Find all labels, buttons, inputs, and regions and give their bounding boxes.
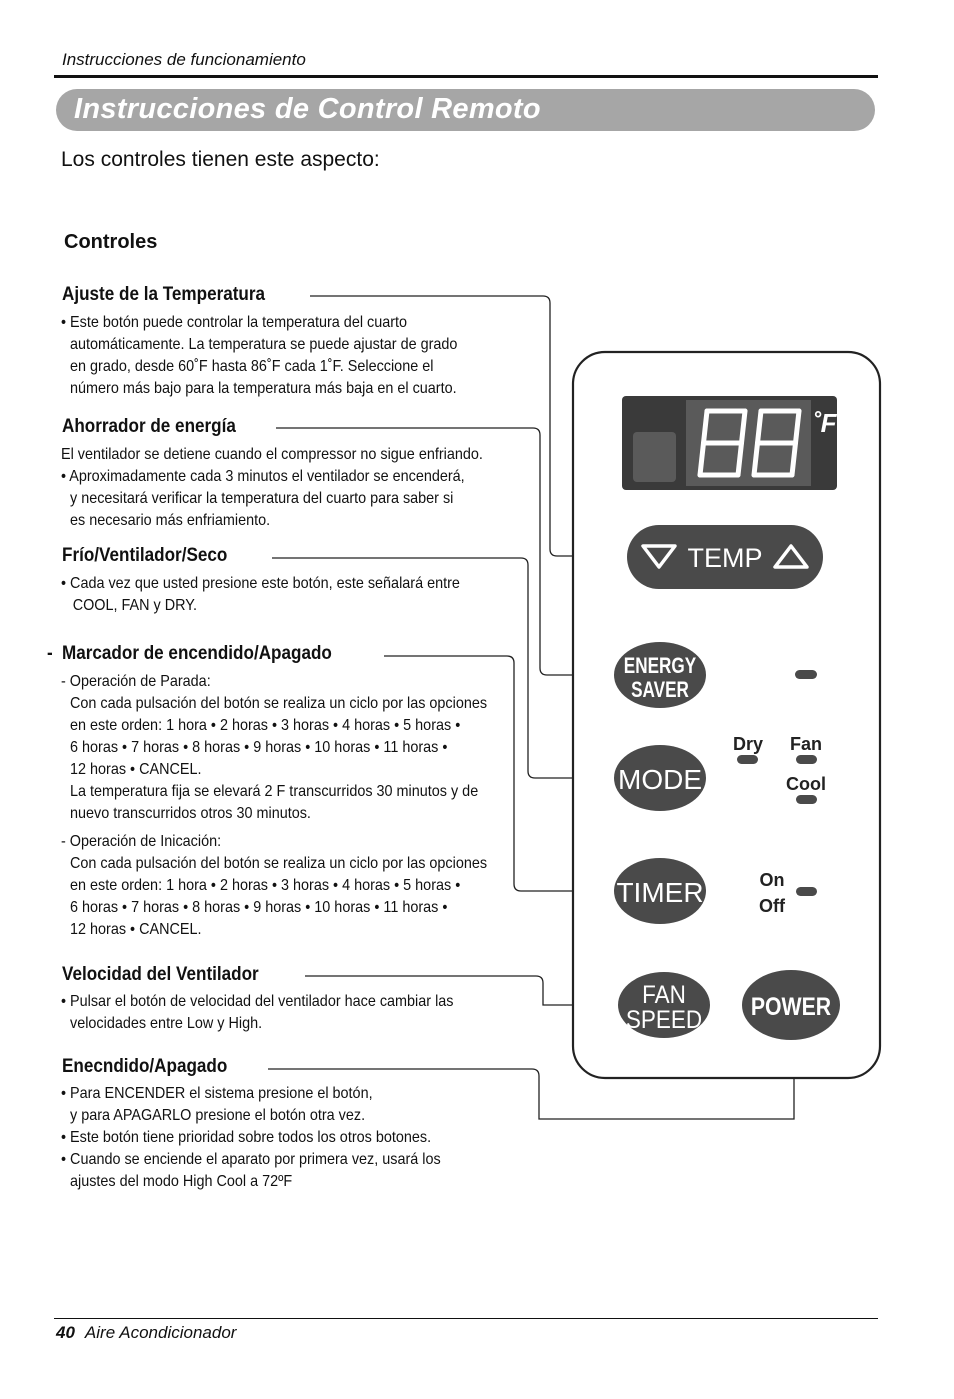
cool-led: [796, 795, 817, 804]
leader-line-temp: [310, 296, 612, 556]
text-line: nuevo transcurridos otros 30 minutos.: [70, 805, 311, 822]
cool-label: Cool: [786, 774, 826, 794]
page-number: 40: [56, 1323, 75, 1342]
temp-label: TEMP: [687, 543, 763, 573]
text-line: • Este botón tiene prioridad sobre todos los otros botones.: [61, 1129, 432, 1146]
text-line: número más bajo para la temperatura más baja en el cuarto.: [70, 380, 457, 397]
display-unit: ˚F: [812, 408, 837, 438]
display-segment: [738, 443, 742, 475]
section-title-ahorrador: Ahorrador de energía: [62, 416, 236, 437]
controls-heading: Controles: [64, 231, 158, 253]
energy-label-line1: ENERGY: [623, 654, 697, 679]
text-line: automáticamente. La temperatura se puede ajustar de grado: [70, 336, 458, 353]
mode-label: MODE: [618, 764, 702, 795]
section-title-timer: Marcador de encendido/Apagado: [62, 643, 332, 664]
leader-line-mode: [272, 558, 600, 778]
text-line: Con cada pulsación del botón se realiza un ciclo por las opciones: [70, 855, 488, 872]
text-line: en este orden: 1 hora • 2 horas • 3 horas • 4 horas • 5 horas •: [70, 717, 461, 734]
timer-parada-label: - Operación de Parada:: [61, 673, 211, 690]
timer-inicio-label: - Operación de Inicación:: [61, 833, 222, 850]
display-segment: [704, 411, 708, 443]
text-line: 12 horas • CANCEL.: [70, 761, 202, 778]
leader-line-timer: [384, 656, 600, 891]
on-label: On: [759, 870, 785, 890]
text-line: • Para ENCENDER el sistema presione el botón,: [61, 1085, 373, 1102]
fan-speed-button[interactable]: [618, 972, 710, 1038]
text-line: velocidades entre Low y High.: [70, 1015, 263, 1032]
display-segment: [754, 443, 758, 475]
dry-led: [737, 755, 758, 764]
off-label: Off: [759, 896, 785, 916]
temp-button[interactable]: [627, 525, 823, 589]
energy-label-line2: SAVER: [631, 678, 689, 703]
display-segment: [742, 411, 746, 443]
text-line: COOL, FAN y DRY.: [72, 597, 198, 614]
text-line: 12 horas • CANCEL.: [70, 921, 202, 938]
text-line: El ventilador se detiene cuando el compressor no sigue enfriando.: [61, 446, 483, 463]
display-indicator: [633, 432, 676, 482]
display-segment: [758, 411, 762, 443]
dry-label: Dry: [732, 734, 764, 754]
power-label: POWER: [750, 992, 832, 1021]
mode-button[interactable]: [614, 745, 706, 811]
text-line: 6 horas • 7 horas • 8 horas • 9 horas • 10 horas • 11 horas •: [70, 899, 448, 916]
display-segment: [792, 443, 796, 475]
leader-line-energy: [276, 428, 600, 675]
text-line: • Cuando se enciende el aparato por primera vez, usará los: [61, 1151, 441, 1168]
section-title-temperatura: Ajuste de la Temperatura: [62, 284, 266, 305]
text-line: en grado, desde 60˚F hasta 86˚F cada 1˚F. Seleccione el: [70, 358, 434, 375]
fan-speed-label-line1: FAN: [642, 980, 686, 1010]
footer: [56, 1323, 236, 1343]
intro-text: Los controles tienen este aspecto:: [61, 148, 380, 171]
banner-title: Instrucciones de Control Remoto: [74, 93, 541, 125]
text-line: La temperatura fija se elevará 2 F transcurridos 30 minutos y de: [70, 783, 479, 800]
section-title-power: Enecndido/Apagado: [62, 1056, 228, 1077]
text-line: en este orden: 1 hora • 2 horas • 3 horas • 4 horas • 5 horas •: [70, 877, 461, 894]
text-line: y necesitará verificar la temperatura del cuarto para saber si: [70, 490, 454, 507]
text-line: • Pulsar el botón de velocidad del ventilador hace cambiar las: [61, 993, 454, 1010]
timer-label: TIMER: [616, 877, 704, 908]
section-dash: -: [47, 643, 53, 664]
footer-rule: [54, 1318, 878, 1319]
timer-led: [796, 887, 817, 896]
power-button[interactable]: [742, 970, 840, 1040]
text-line: Con cada pulsación del botón se realiza un ciclo por las opciones: [70, 695, 488, 712]
text-line: • Aproximadamente cada 3 minutos el ventilador se encenderá,: [61, 468, 465, 485]
footer-title: Aire Acondicionador: [84, 1323, 237, 1342]
text-line: • Este botón puede controlar la temperatura del cuarto: [61, 314, 408, 331]
display-segment: [700, 443, 704, 475]
leader-line-fanspeed: [305, 976, 600, 1005]
fan-mode-label: Fan: [789, 734, 823, 754]
display-segment: [796, 411, 800, 443]
text-line: ajustes del modo High Cool a 72ºF: [70, 1173, 293, 1190]
fan-led: [796, 755, 817, 764]
section-title-modo: Frío/Ventilador/Seco: [62, 545, 228, 566]
text-line: • Cada vez que usted presione este botón, este señalará entre: [61, 575, 460, 592]
energy-led: [795, 670, 817, 679]
energy-saver-button[interactable]: [614, 642, 706, 708]
fan-speed-label-line2: SPEED: [625, 1005, 703, 1035]
timer-button[interactable]: [614, 858, 706, 924]
header-title: Instrucciones de funcionamiento: [62, 50, 306, 69]
section-title-velocidad: Velocidad del Ventilador: [62, 964, 259, 985]
text-line: es necesario más enfriamiento.: [70, 512, 271, 529]
text-line: 6 horas • 7 horas • 8 horas • 9 horas • 10 horas • 11 horas •: [70, 739, 448, 756]
text-line: y para APAGARLO presione el botón otra vez.: [70, 1107, 366, 1124]
